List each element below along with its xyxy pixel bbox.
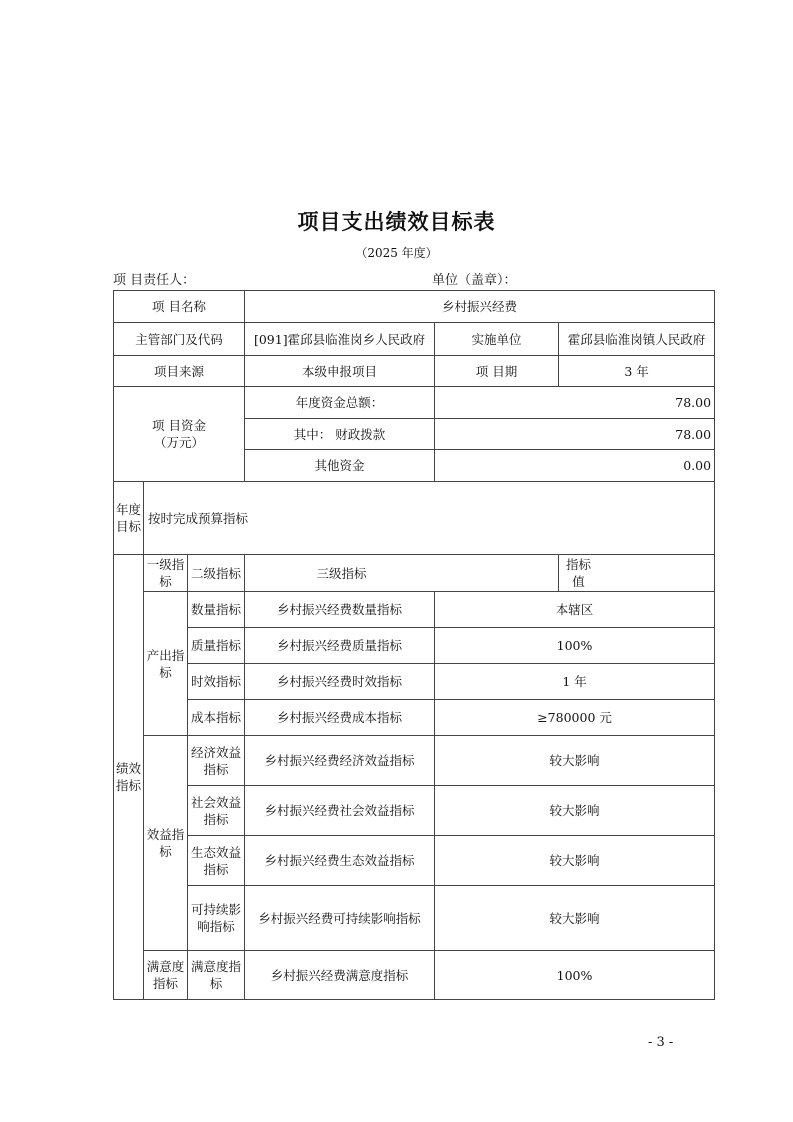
output-value: 本辖区 [435,592,715,628]
project-funds-label: 项 目资金（万元） [114,387,245,482]
benefit-value: 较大影响 [435,836,715,886]
benefit-l2: 经济效益指标 [188,736,245,786]
benefit-l3: 乡村振兴经费经济效益指标 [245,736,435,786]
fiscal-funds-label: 其中： 财政拨款 [245,419,435,450]
satisfaction-l2: 满意度指标 [188,951,245,1000]
other-funds-value: 0.00 [435,450,715,482]
output-l3: 乡村振兴经费数量指标 [245,592,435,628]
satisfaction-value: 100% [435,951,715,1000]
satisfaction-indicators-label: 满意度指标 [144,951,188,1000]
annual-goal-value: 按时完成预算指标 [144,482,715,555]
benefit-value: 较大影响 [435,736,715,786]
project-source-label: 项目来源 [114,356,245,387]
output-l2: 数量指标 [188,592,245,628]
header-value: 指标值 [559,555,715,592]
page-number: - 3 - [648,1035,674,1050]
header-level1: 一级指标 [144,555,188,592]
benefit-l3: 乡村振兴经费可持续影响指标 [245,886,435,951]
implementing-unit-label: 实施单位 [435,323,559,356]
project-period-label: 项 目期 [435,356,559,387]
project-name-label: 项 目名称 [114,291,245,323]
benefit-l3: 乡村振兴经费生态效益指标 [245,836,435,886]
output-l3: 乡村振兴经费成本指标 [245,700,435,736]
output-l2: 质量指标 [188,628,245,664]
output-l2: 成本指标 [188,700,245,736]
responsible-person-label: 项 目责任人： [113,273,196,288]
total-funds-label: 年度资金总额： [245,387,435,419]
department-label: 主管部门及代码 [114,323,245,356]
other-funds-label: 其他资金 [245,450,435,482]
benefit-l2: 社会效益指标 [188,786,245,836]
fiscal-year: （2025 年度） [355,246,438,260]
page-title: 项目支出绩效目标表 [297,210,496,234]
unit-seal-label: 单位（盖章）： [432,273,517,288]
annual-goal-label: 年度目标 [114,482,144,555]
benefit-indicators-label: 效益指标 [144,736,188,951]
project-name-value: 乡村振兴经费 [245,291,715,323]
implementing-unit-value: 霍邱县临淮岗镇人民政府 [559,323,715,356]
benefit-l3: 乡村振兴经费社会效益指标 [245,786,435,836]
output-value: 1 年 [435,664,715,700]
benefit-l2: 可持续影响指标 [188,886,245,951]
output-indicators-label: 产出指标 [144,592,188,736]
header-level3: 三级指标 [245,555,559,592]
output-l3: 乡村振兴经费时效指标 [245,664,435,700]
fiscal-funds-value: 78.00 [435,419,715,450]
benefit-value: 较大影响 [435,886,715,951]
output-value: ≥780000 元 [435,700,715,736]
benefit-value: 较大影响 [435,786,715,836]
output-l3: 乡村振兴经费质量指标 [245,628,435,664]
satisfaction-l3: 乡村振兴经费满意度指标 [245,951,435,1000]
benefit-l2: 生态效益指标 [188,836,245,886]
output-l2: 时效指标 [188,664,245,700]
project-source-value: 本级申报项目 [245,356,435,387]
output-value: 100% [435,628,715,664]
total-funds-value: 78.00 [435,387,715,419]
performance-target-table [113,290,715,1000]
department-value: [091]霍邱县临淮岗乡人民政府 [245,323,435,356]
performance-indicators-label: 绩效指标 [114,555,144,1000]
project-period-value: 3 年 [559,356,715,387]
header-level2: 二级指标 [188,555,245,592]
